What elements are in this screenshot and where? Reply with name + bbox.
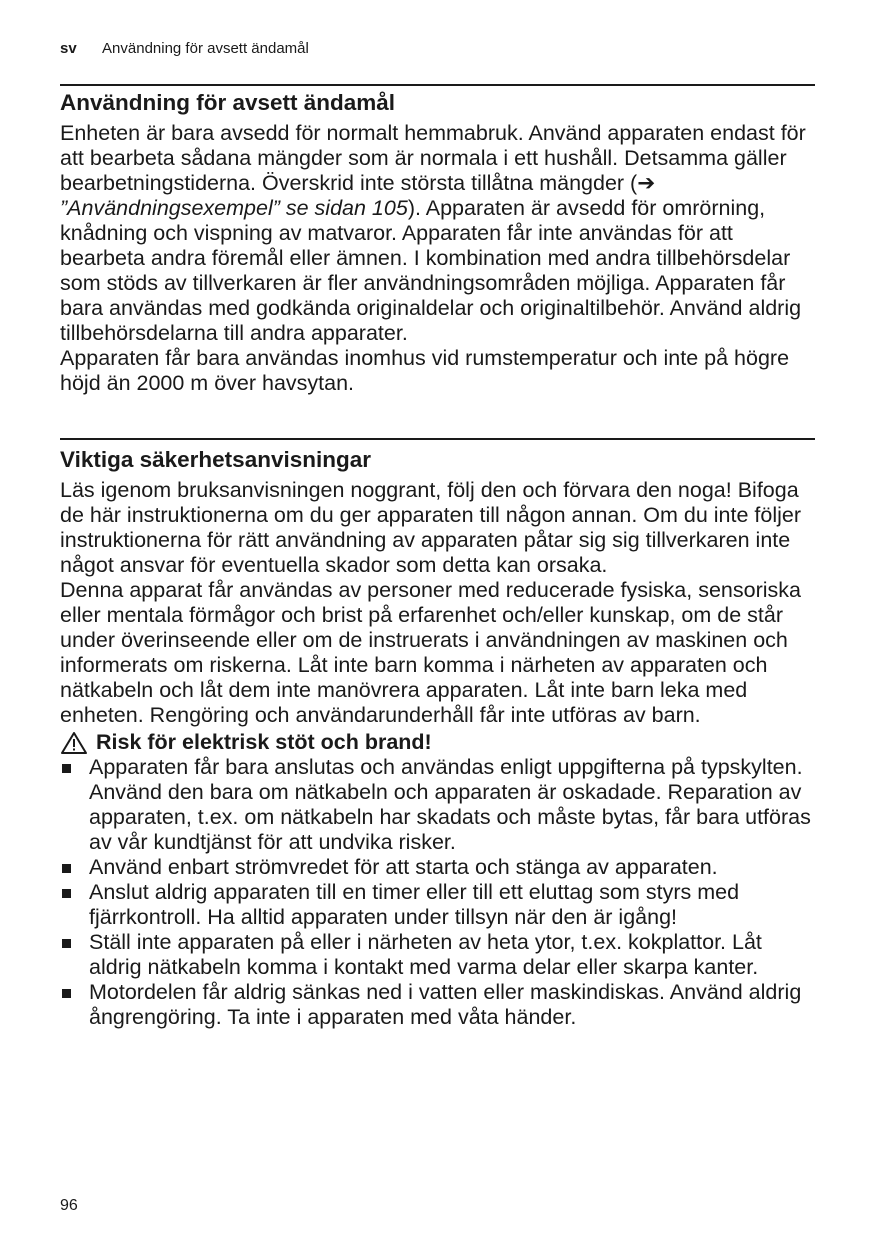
warning-triangle-icon <box>60 731 88 755</box>
list-item <box>60 980 820 1030</box>
language-code: sv <box>60 40 77 57</box>
list-item <box>60 855 820 880</box>
safety-bullet-list <box>60 755 820 1030</box>
section-body <box>60 121 820 396</box>
running-header <box>60 40 309 57</box>
header-title: Användning för avsett ändamål <box>102 40 309 57</box>
section-heading: Användning för avsett ändamål <box>60 90 396 115</box>
cross-reference-link[interactable]: ”Användningsexempel” se sidan 105 <box>60 196 408 220</box>
section-heading: Viktiga säkerhetsanvisningar <box>60 447 371 472</box>
list-item-text: Ställ inte apparaten på eller i närheten av heta ytor, t.ex. kokplattor. Låt aldrig nätkabeln komma i kontakt med varma delar eller skarpa kanter. <box>89 930 762 979</box>
list-item-text: Använd enbart strömvredet för att starta och stänga av apparaten. <box>89 855 718 879</box>
section-intended-use <box>60 89 820 396</box>
section-divider <box>60 438 815 440</box>
bullet-square-icon <box>62 989 71 998</box>
section-body <box>60 478 820 728</box>
warning-heading <box>60 730 820 755</box>
bullet-square-icon <box>62 889 71 898</box>
paragraph-text: ). Apparaten är avsedd för omrörning, knådning och vispning av matvaror. Apparaten får inte användas för att bearbeta andra föremål eller ämnen. I kombination med andra tillbehörsdelar som stöds av tillverkaren är fler användningsområden möjliga. Apparaten får bara användas med godkända originaldelar och originaltilbehör. Använd aldrig tillbehörsdelarna till andra apparater. <box>60 196 802 345</box>
bullet-square-icon <box>62 764 71 773</box>
section-divider <box>60 84 815 86</box>
list-item <box>60 880 820 930</box>
paragraph-text: Enheten är bara avsedd för normalt hemmabruk. Använd apparaten endast för att bearbeta sådana mängder som är normala i ett hushåll. Detsamma gäller bearbetningstiderna. Överskrid inte största tillåtna mängder ( <box>60 121 806 195</box>
paragraph: Denna apparat får användas av personer med reducerade fysiska, sensoriska eller mentala förmågor och brist på erfarenhet och/eller kunskap, om de står under överinseende eller om de instruerats i användningen av maskinen och informerats om riskerna. Låt inte barn komma i närheten av apparaten och nätkabeln och låt dem inte manövrera apparaten. Låt inte barn leka med enheten. Rengöring och användarunderhåll får inte utföras av barn. <box>60 578 801 727</box>
list-item <box>60 930 820 980</box>
list-item-text: Anslut aldrig apparaten till en timer eller till ett eluttag som styrs med fjärrkontroll. Ha alltid apparaten under tillsyn när den är igång! <box>89 880 740 929</box>
bullet-square-icon <box>62 864 71 873</box>
list-item-text: Motordelen får aldrig sänkas ned i vatten eller maskindiskas. Använd aldrig ångrengöring. Ta inte i apparaten med våta händer. <box>89 980 802 1029</box>
arrow-icon: ➔ <box>637 171 656 195</box>
warning-title: Risk för elektrisk stöt och brand! <box>96 730 432 754</box>
list-item <box>60 755 820 855</box>
section-safety <box>60 446 820 1030</box>
paragraph <box>60 121 820 346</box>
page-number: 96 <box>60 1197 78 1214</box>
paragraph: Läs igenom bruksanvisningen noggrant, följ den och förvara den noga! Bifoga de här instruktionerna om du ger apparaten till någon annan. Om du inte följer instruktionerna för rätt användning av apparaten påtar sig sig tillverkaren inte något ansvar för eventuella skador som detta kan orsaka. <box>60 478 802 577</box>
bullet-square-icon <box>62 939 71 948</box>
paragraph: Apparaten får bara användas inomhus vid rumstemperatur och inte på högre höjd än 2000 m över havsytan. <box>60 346 790 395</box>
list-item-text: Apparaten får bara anslutas och användas enligt uppgifterna på typskylten. Använd den bara om nätkabeln och apparaten är oskadade. Reparation av apparaten, t.ex. om nätkabeln har skadats och måste bytas, får bara utföras av vår kundtjänst för att undvika risker. <box>89 755 811 854</box>
